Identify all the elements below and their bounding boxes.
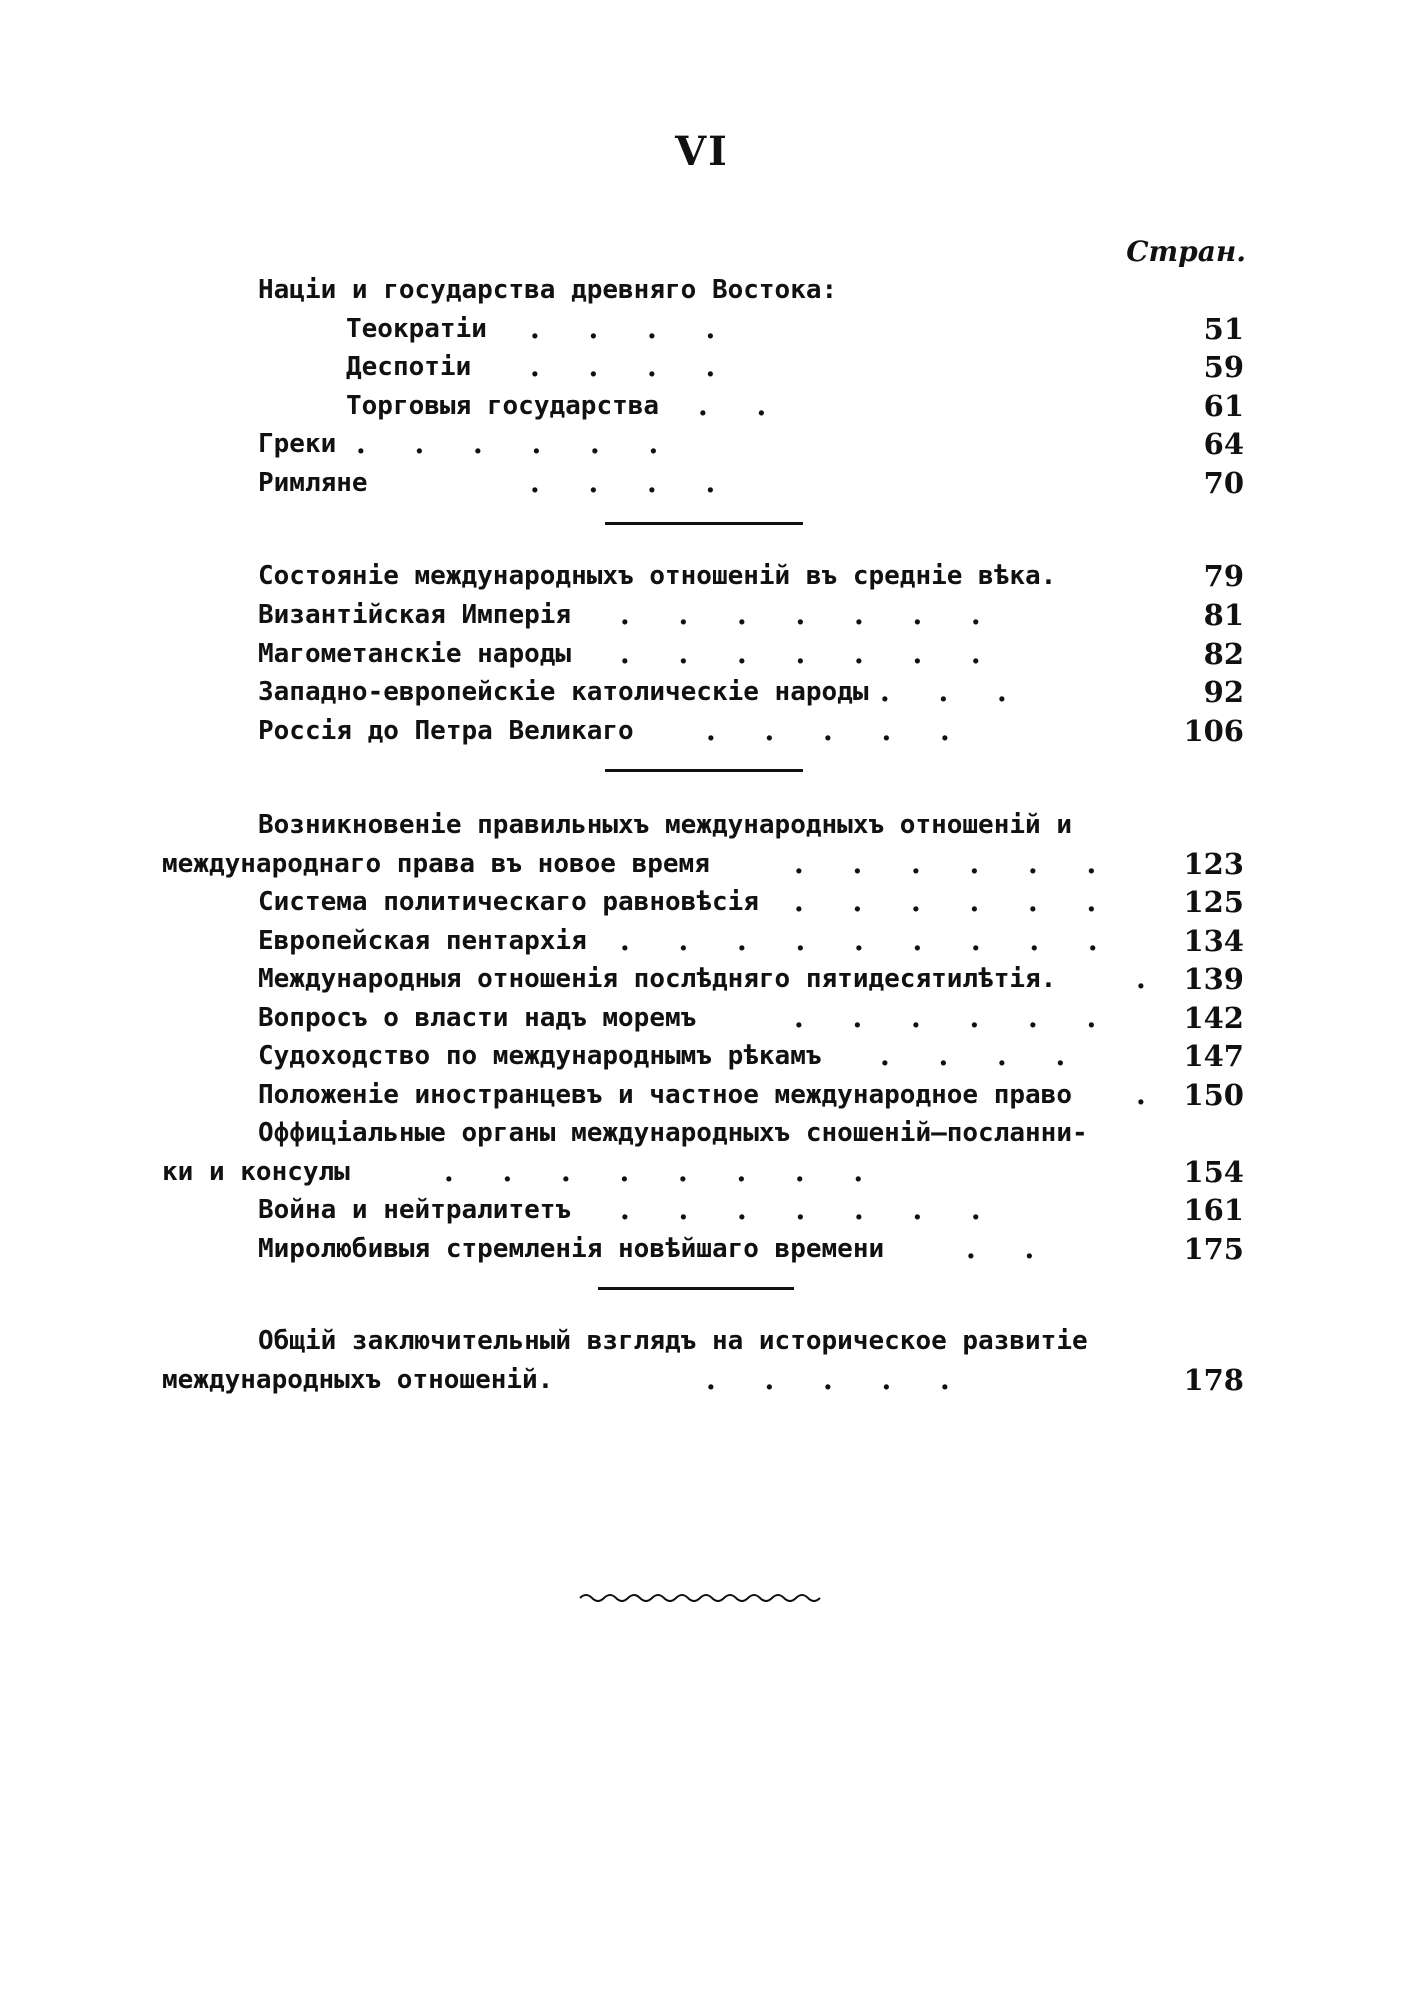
toc-entry-title: Миролюбивыя стремленія новѣйшаго времени xyxy=(258,1234,885,1264)
leader-dots: . . . . . . . xyxy=(620,1193,981,1226)
leader-dots: . xyxy=(1136,962,1146,995)
toc-entry-title: Международныя отношенія послѣдняго пятидесятилѣтія. xyxy=(258,964,1057,994)
toc-entry-page: 154 xyxy=(1183,1155,1244,1189)
toc-entry-title: Теократіи xyxy=(346,314,487,344)
toc-entry-page: 59 xyxy=(1203,350,1244,384)
toc-entry-title: Деспотіи xyxy=(346,352,472,382)
toc-entry-title: Система политическаго равновѣсія xyxy=(258,887,759,917)
toc-entry-title: международнаго права въ новое время xyxy=(162,849,710,879)
leader-dots: . . . . . . . . xyxy=(444,1155,864,1188)
toc-entry-page: 92 xyxy=(1203,675,1244,709)
toc-entry-page: 175 xyxy=(1183,1232,1244,1266)
toc-entry-page: 51 xyxy=(1203,312,1244,346)
toc-entry-title: Положеніе иностранцевъ и частное международное право xyxy=(258,1080,1072,1110)
toc-entry-title: Общій заключительный взглядъ на историческое развитіе xyxy=(258,1326,1088,1356)
toc-entry-title: Европейская пентархія xyxy=(258,926,587,956)
toc-entry-page: 147 xyxy=(1183,1039,1244,1073)
toc-entry-title: Возникновеніе правильныхъ международныхъ отношеній и xyxy=(258,810,1072,840)
page-column-header: Стран. xyxy=(1126,235,1246,268)
toc-entry-page: 142 xyxy=(1183,1001,1244,1035)
leader-dots: . . . . xyxy=(530,312,716,345)
leader-dots: . . . . . . . . . xyxy=(620,924,1098,957)
leader-dots: . . . xyxy=(880,675,1007,708)
page-number: VI xyxy=(675,128,729,175)
toc-entry-title: Вопросъ о власти надъ моремъ xyxy=(258,1003,697,1033)
toc-entry-title: Судоходство по международнымъ рѣкамъ xyxy=(258,1041,822,1071)
toc-entry-page: 123 xyxy=(1183,847,1244,881)
toc-entry-page: 178 xyxy=(1183,1363,1244,1397)
end-ornament-tilde-rule xyxy=(578,1588,828,1608)
toc-entry-page: 61 xyxy=(1203,389,1244,423)
leader-dots: . . . . . xyxy=(706,714,950,747)
leader-dots: . . . . . xyxy=(706,1363,950,1396)
toc-entry-title: Греки xyxy=(258,429,337,459)
toc-entry-title: международныхъ отношеній. xyxy=(162,1365,554,1395)
toc-entry-title: Магометанскіе народы xyxy=(258,639,572,669)
toc-entry-page: 150 xyxy=(1183,1078,1244,1112)
leader-dots: . . . . . . . xyxy=(620,598,981,631)
toc-entry-title: ки и консулы xyxy=(162,1157,350,1187)
toc-entry-page: 134 xyxy=(1183,924,1244,958)
toc-entry-title: Византійская Имперія xyxy=(258,600,572,630)
leader-dots: . . . . . . xyxy=(794,847,1097,880)
toc-entry-title: Западно-европейскіе католическіе народы xyxy=(258,677,869,707)
section-divider xyxy=(598,1287,794,1290)
leader-dots: . . xyxy=(698,389,767,422)
toc-entry-title: Оффиціальные органы международныхъ сношеній—посланни- xyxy=(258,1118,1088,1148)
leader-dots: . xyxy=(1136,1078,1146,1111)
toc-entry-page: 64 xyxy=(1203,427,1244,461)
leader-dots: . . . . . . xyxy=(794,885,1097,918)
toc-heading: Націи и государства древняго Востока: xyxy=(258,275,838,305)
toc-entry-title: Россія до Петра Великаго xyxy=(258,716,634,746)
toc-entry-page: 139 xyxy=(1183,962,1244,996)
toc-entry-page: 106 xyxy=(1183,714,1244,748)
toc-entry-page: 82 xyxy=(1203,637,1244,671)
section-divider xyxy=(605,522,803,525)
leader-dots: . . . . xyxy=(880,1039,1066,1072)
toc-entry-title: Римляне xyxy=(258,468,368,498)
toc-entry-page: 161 xyxy=(1183,1193,1244,1227)
toc-entry-title: Война и нейтралитетъ xyxy=(258,1195,572,1225)
leader-dots: . . . . xyxy=(530,466,716,499)
leader-dots: . . xyxy=(966,1232,1035,1265)
toc-entry-page: 79 xyxy=(1203,559,1244,593)
leader-dots: . . . . . . . xyxy=(620,637,981,670)
leader-dots: . . . . . . xyxy=(356,427,659,460)
section-divider xyxy=(605,769,803,772)
toc-entry-page: 125 xyxy=(1183,885,1244,919)
leader-dots: . . . . . . xyxy=(794,1001,1097,1034)
toc-entry-title: Торговыя государства xyxy=(346,391,660,421)
toc-entry-title: Состояніе международныхъ отношеній въ средніе вѣка. xyxy=(258,561,1057,591)
toc-entry-page: 70 xyxy=(1203,466,1244,500)
toc-entry-page: 81 xyxy=(1203,598,1244,632)
leader-dots: . . . . xyxy=(530,350,716,383)
